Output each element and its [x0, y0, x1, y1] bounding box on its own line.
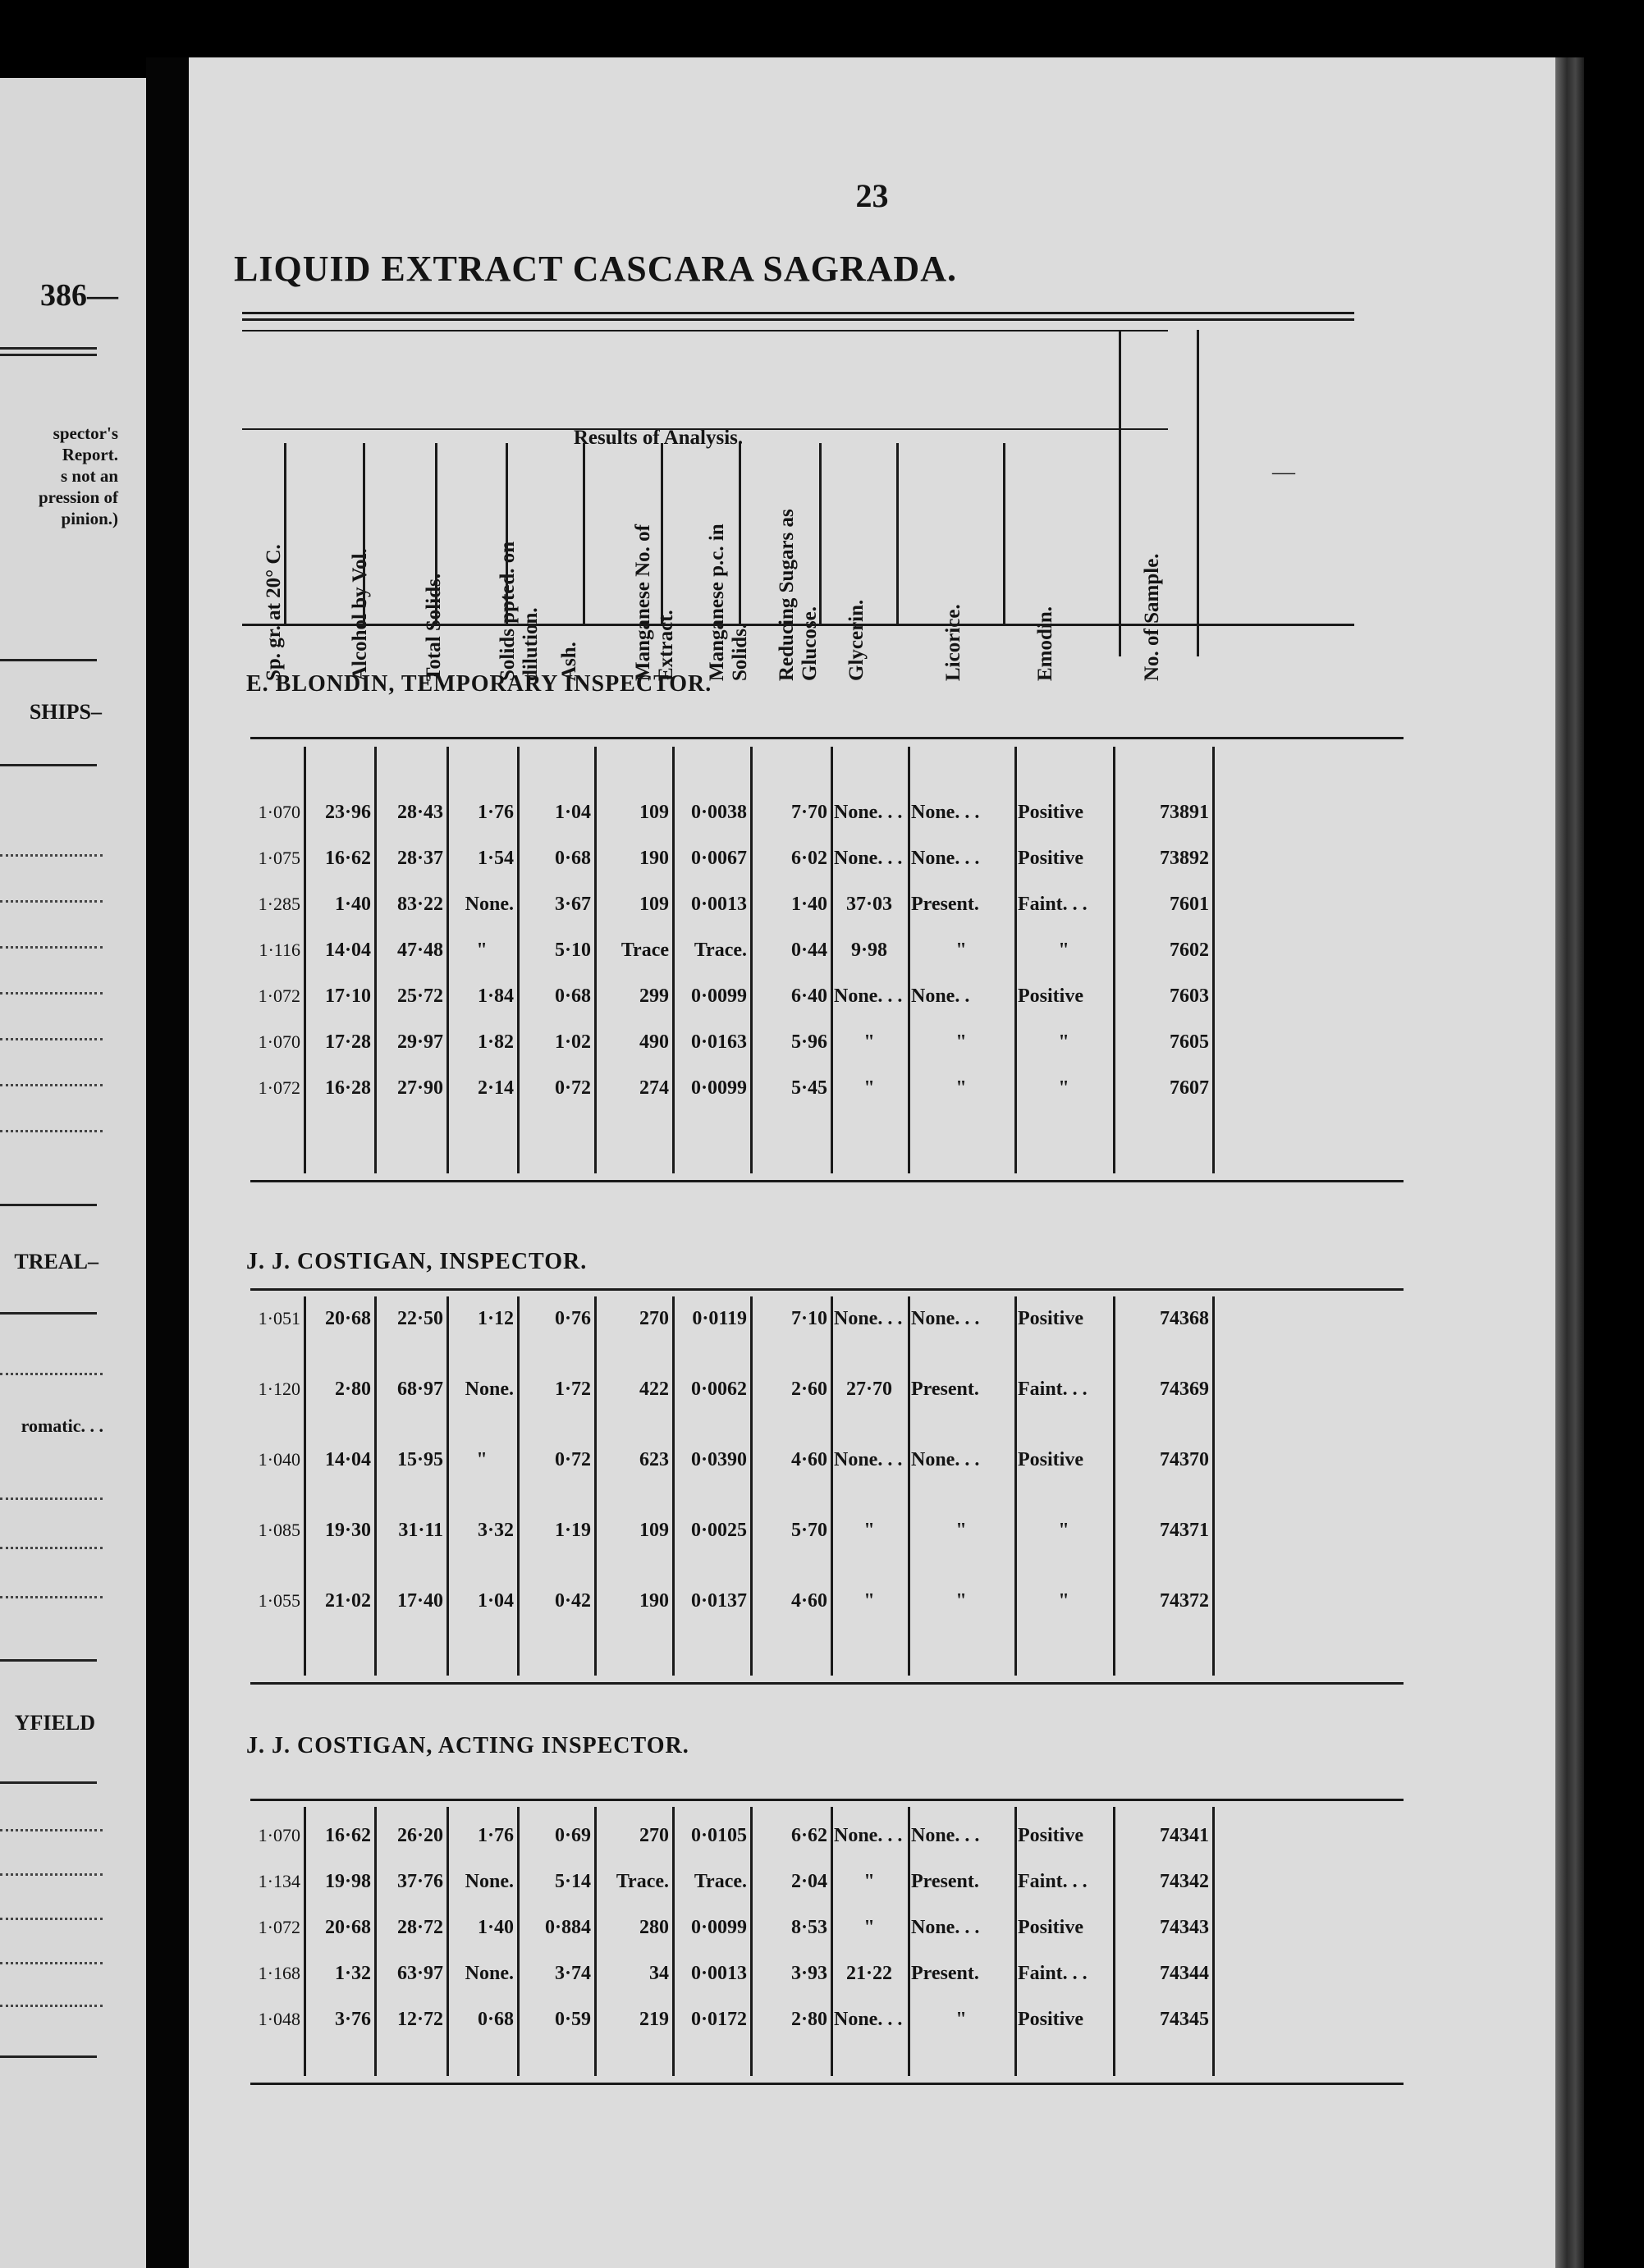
table-cell: 7·70 — [790, 802, 827, 823]
left-page-note-line: spector's — [53, 423, 118, 443]
table-cell: 26·20 — [396, 1825, 443, 1846]
table-cell: 29·97 — [396, 1031, 443, 1053]
table-cell: 0·59 — [554, 2009, 591, 2030]
table-cell: 17·10 — [324, 985, 371, 1007]
table-cell: 5·96 — [790, 1031, 827, 1053]
column-divider — [594, 1296, 597, 1676]
column-divider — [374, 1296, 377, 1676]
table-cell: None. . . — [911, 802, 980, 823]
table-cell: 219 — [639, 2009, 669, 2030]
table-cell: Trace. — [616, 1871, 669, 1892]
column-header-label: Solids ppted. on dilution. — [497, 541, 542, 681]
table-cell: 1·40 — [334, 894, 371, 915]
table-cell: 0·0390 — [690, 1449, 747, 1470]
table-cell: 15·95 — [396, 1449, 443, 1470]
table-cell: 1·070 — [258, 1031, 300, 1052]
column-divider — [831, 1296, 833, 1676]
table-cell: 1·040 — [258, 1449, 300, 1470]
table-row — [189, 984, 1404, 1008]
table-cell: 1·72 — [554, 1379, 591, 1400]
table-cell: 3·76 — [334, 2009, 371, 2030]
column-divider — [446, 1296, 449, 1676]
table-row — [189, 1447, 1404, 1472]
table-cell: Faint. . . — [1018, 1379, 1088, 1400]
table-cell: 0·68 — [554, 848, 591, 869]
table-cell: 7605 — [1170, 1031, 1209, 1053]
table-cell: 3·67 — [554, 894, 591, 915]
table-cell: 280 — [639, 1917, 669, 1938]
table-row — [189, 1076, 1404, 1100]
table-cell: 1·84 — [477, 985, 514, 1007]
table-cell: 74371 — [1160, 1520, 1209, 1541]
table-cell: 74368 — [1160, 1308, 1209, 1329]
table-cell: 6·62 — [790, 1825, 827, 1846]
table-cell: 1·54 — [477, 848, 514, 869]
table-cell: 12·72 — [396, 2009, 443, 2030]
table-cell: 1·76 — [477, 1825, 514, 1846]
left-page-fragment — [0, 78, 146, 2268]
table-cell: 0·76 — [554, 1308, 591, 1329]
table-row — [189, 846, 1404, 871]
left-page-number: 386— — [40, 278, 118, 313]
left-page-note-line: pression of — [38, 487, 118, 507]
section-title: J. J. COSTIGAN, INSPECTOR. — [246, 1249, 588, 1274]
table-cell: " — [955, 2009, 967, 2030]
column-header-label: Manganese No. of Extract. — [632, 524, 677, 681]
table-cell: None. . . — [834, 1825, 903, 1846]
table-cell: None. . . — [834, 2009, 903, 2030]
table-row — [189, 1961, 1404, 1986]
table-cell: 5·10 — [554, 940, 591, 961]
table-cell: 25·72 — [396, 985, 443, 1007]
table-cell: Positive — [1018, 1825, 1083, 1846]
table-cell: " — [955, 1590, 967, 1612]
table-cell: 1·075 — [258, 848, 300, 868]
table-cell: 0·0099 — [690, 1917, 747, 1938]
table-cell: 1·168 — [258, 1963, 300, 1983]
table-cell: 73891 — [1160, 802, 1209, 823]
table-cell: 0·0119 — [692, 1308, 747, 1329]
table-cell: None. — [465, 1871, 514, 1892]
table-cell: 1·04 — [554, 802, 591, 823]
table-row — [189, 1589, 1404, 1613]
left-page-note — [39, 423, 118, 529]
table-cell: 73892 — [1160, 848, 1209, 869]
table-cell: 22·50 — [396, 1308, 443, 1329]
table-cell: None. . . — [911, 1308, 980, 1329]
table-cell: 28·72 — [396, 1917, 443, 1938]
table-cell: " — [476, 940, 488, 961]
table-cell: 623 — [639, 1449, 669, 1470]
table-cell: " — [1058, 1520, 1069, 1541]
page-title: LIQUID EXTRACT CASCARA SAGRADA. — [234, 249, 957, 289]
column-divider — [517, 1296, 520, 1676]
table-cell: " — [863, 1031, 875, 1053]
column-divider — [304, 1296, 306, 1676]
table-cell: 0·0013 — [690, 1963, 747, 1984]
table-cell: 0·44 — [790, 940, 827, 961]
table-cell: " — [863, 1520, 875, 1541]
table-cell: 1·120 — [258, 1379, 300, 1399]
header-divider — [583, 443, 585, 624]
table-cell: " — [955, 1031, 967, 1053]
table-cell: " — [1058, 1077, 1069, 1099]
table-cell: Present. — [911, 1871, 979, 1892]
table-cell: None. . . — [911, 1917, 980, 1938]
table-cell: 270 — [639, 1825, 669, 1846]
table-cell: Present. — [911, 894, 979, 915]
header-divider — [284, 443, 286, 624]
table-cell: 3·32 — [477, 1520, 514, 1541]
table-cell: 6·02 — [790, 848, 827, 869]
table-cell: " — [1058, 940, 1069, 961]
table-cell: Trace — [621, 940, 669, 961]
table-cell: 7601 — [1170, 894, 1209, 915]
table-cell: 0·72 — [554, 1449, 591, 1470]
table-cell: 1·134 — [258, 1871, 300, 1891]
table-cell: " — [955, 1520, 967, 1541]
table-cell: 0·68 — [477, 2009, 514, 2030]
table-cell: 1·070 — [258, 802, 300, 822]
table-cell: 74370 — [1160, 1449, 1209, 1470]
table-cell: 17·40 — [396, 1590, 443, 1612]
table-cell: 74369 — [1160, 1379, 1209, 1400]
table-cell: 7607 — [1170, 1077, 1209, 1099]
table-cell: 2·04 — [790, 1871, 827, 1892]
table-cell: 14·04 — [324, 940, 371, 961]
table-cell: Faint. . . — [1018, 1871, 1088, 1892]
table-cell: 190 — [639, 848, 669, 869]
table-cell: 74342 — [1160, 1871, 1209, 1892]
table-cell: 0·72 — [554, 1077, 591, 1099]
left-page-note-line: s not an — [60, 466, 118, 486]
column-divider — [1113, 1296, 1115, 1676]
table-cell: 3·74 — [554, 1963, 591, 1984]
table-row — [189, 1869, 1404, 1894]
table-cell: 0·0038 — [690, 802, 747, 823]
column-header-label: Glycerin. — [845, 599, 868, 681]
section-top-rule — [250, 1288, 1404, 1291]
table-cell: 0·68 — [554, 985, 591, 1007]
table-cell: 27·70 — [845, 1379, 892, 1400]
dash-mark: — — [1272, 460, 1295, 485]
column-divider — [750, 1296, 753, 1676]
table-row — [189, 1377, 1404, 1401]
table-cell: 1·40 — [790, 894, 827, 915]
page-gutter — [146, 57, 189, 2268]
table-cell: 1·085 — [258, 1520, 300, 1540]
table-cell: 34 — [649, 1963, 669, 1984]
table-cell: Positive — [1018, 1308, 1083, 1329]
table-cell: 19·98 — [324, 1871, 371, 1892]
table-cell: " — [955, 1077, 967, 1099]
table-cell: " — [955, 940, 967, 961]
table-cell: 1·072 — [258, 1077, 300, 1098]
table-cell: 2·60 — [790, 1379, 827, 1400]
table-cell: 1·070 — [258, 1825, 300, 1845]
table-cell: None. . . — [911, 848, 980, 869]
table-cell: 0·884 — [544, 1917, 591, 1938]
table-cell: 0·0062 — [690, 1379, 747, 1400]
left-page-note-line: Report. — [62, 445, 118, 464]
table-cell: 0·0025 — [690, 1520, 747, 1541]
table-cell: Present. — [911, 1379, 979, 1400]
table-cell: " — [476, 1449, 488, 1470]
table-cell: 1·072 — [258, 985, 300, 1006]
table-cell: 490 — [639, 1031, 669, 1053]
left-page-fragment-treal: TREAL– — [14, 1250, 98, 1273]
column-header-label: Reducing Sugars as Glucose. — [776, 509, 821, 681]
table-cell: 16·62 — [324, 1825, 371, 1846]
table-cell: 31·11 — [398, 1520, 443, 1541]
table-cell: Faint. . . — [1018, 1963, 1088, 1984]
table-cell: 422 — [639, 1379, 669, 1400]
table-cell: 1·32 — [334, 1963, 371, 1984]
table-cell: " — [863, 1590, 875, 1612]
table-cell: 5·45 — [790, 1077, 827, 1099]
table-cell: 0·0137 — [690, 1590, 747, 1612]
table-cell: Positive — [1018, 2009, 1083, 2030]
header-divider — [739, 443, 741, 624]
table-cell: 74372 — [1160, 1590, 1209, 1612]
table-cell: 21·02 — [324, 1590, 371, 1612]
table-cell: 17·28 — [324, 1031, 371, 1053]
table-cell: Present. — [911, 1963, 979, 1984]
column-header-label: Total Solids. — [423, 573, 445, 681]
header-divider — [661, 443, 663, 624]
table-cell: 1·116 — [259, 940, 300, 960]
table-cell: 0·42 — [554, 1590, 591, 1612]
table-cell: 5·14 — [554, 1871, 591, 1892]
column-header-label: Ash. — [558, 642, 580, 681]
table-cell: 0·0099 — [690, 1077, 747, 1099]
section-top-rule — [250, 1799, 1404, 1801]
table-cell: Positive — [1018, 1449, 1083, 1470]
section-title: E. BLONDIN, TEMPORARY INSPECTOR. — [246, 671, 712, 697]
table-cell: 1·82 — [477, 1031, 514, 1053]
table-row — [189, 1915, 1404, 1940]
table-cell: 0·0105 — [690, 1825, 747, 1846]
table-cell: None. . . — [911, 1449, 980, 1470]
table-cell: 68·97 — [396, 1379, 443, 1400]
table-cell: 4·60 — [790, 1449, 827, 1470]
table-row — [189, 1823, 1404, 1848]
table-cell: Positive — [1018, 985, 1083, 1007]
page-number: 23 — [855, 177, 889, 214]
table-cell: 47·48 — [396, 940, 443, 961]
table-cell: 1·285 — [258, 894, 300, 914]
table-cell: 16·28 — [324, 1077, 371, 1099]
table-cell: None. — [465, 1379, 514, 1400]
table-row — [189, 938, 1404, 963]
column-header-label: Manganese p.c. in Solids. — [706, 524, 751, 681]
table-cell: 274 — [639, 1077, 669, 1099]
table-row — [189, 1306, 1404, 1331]
column-header-label: Emodin. — [1034, 606, 1056, 681]
left-page-fragment-yfield: YFIELD — [14, 1711, 95, 1735]
table-cell: 1·76 — [477, 802, 514, 823]
table-cell: 4·60 — [790, 1590, 827, 1612]
table-cell: 83·22 — [396, 894, 443, 915]
table-cell: None. . . — [834, 1308, 903, 1329]
header-divider — [363, 443, 365, 624]
table-cell: 1·02 — [554, 1031, 591, 1053]
column-header-label: Licorice. — [942, 604, 964, 681]
table-cell: 20·68 — [324, 1308, 371, 1329]
document-page — [189, 57, 1555, 2268]
results-of-analysis-header: Results of Analysis. — [573, 427, 744, 449]
table-cell: Positive — [1018, 1917, 1083, 1938]
table-cell: 0·69 — [554, 1825, 591, 1846]
table-cell: 20·68 — [324, 1917, 371, 1938]
table-cell: 0·0172 — [690, 2009, 747, 2030]
table-cell: 23·96 — [324, 802, 371, 823]
header-divider — [435, 443, 437, 624]
table-cell: " — [1058, 1590, 1069, 1612]
table-cell: 2·14 — [477, 1077, 514, 1099]
table-cell: " — [863, 1917, 875, 1938]
table-cell: Trace. — [694, 1871, 747, 1892]
table-cell: None. — [465, 894, 514, 915]
table-cell: 37·76 — [396, 1871, 443, 1892]
table-cell: 14·04 — [324, 1449, 371, 1470]
table-cell: " — [1058, 1031, 1069, 1053]
left-page-fragment-aromatic: romatic. . . — [21, 1415, 103, 1436]
header-divider — [896, 443, 899, 624]
table-cell: 0·0163 — [690, 1031, 747, 1053]
table-row — [189, 892, 1404, 917]
table-cell: 74344 — [1160, 1963, 1209, 1984]
table-cell: 0·0099 — [690, 985, 747, 1007]
table-cell: 74341 — [1160, 1825, 1209, 1846]
table-cell: 6·40 — [790, 985, 827, 1007]
table-cell: 0·0013 — [690, 894, 747, 915]
left-page-fragment-ships: SHIPS– — [29, 700, 102, 724]
table-cell: 28·37 — [396, 848, 443, 869]
table-cell: 270 — [639, 1308, 669, 1329]
header-divider — [506, 443, 508, 624]
table-cell: 16·62 — [324, 848, 371, 869]
table-cell: 1·40 — [477, 1917, 514, 1938]
table-cell: 19·30 — [324, 1520, 371, 1541]
section-bottom-rule — [250, 1180, 1404, 1182]
table-cell: 109 — [639, 802, 669, 823]
header-divider — [819, 443, 822, 624]
table-cell: Trace. — [694, 940, 747, 961]
table-cell: " — [863, 1871, 875, 1892]
left-page-note-line: pinion.) — [61, 509, 118, 528]
table-row — [189, 1518, 1404, 1543]
table-cell: None. . . — [834, 1449, 903, 1470]
table-cell: None. . . — [834, 802, 903, 823]
table-cell: 37·03 — [845, 894, 892, 915]
table-cell: 1·051 — [258, 1308, 300, 1328]
column-header-label: Alcohol by Vol. — [349, 548, 371, 681]
table-cell: 5·70 — [790, 1520, 827, 1541]
table-cell: 8·53 — [790, 1917, 827, 1938]
section-bottom-rule — [250, 2083, 1404, 2085]
table-cell: 299 — [639, 985, 669, 1007]
table-cell: 1·04 — [477, 1590, 514, 1612]
table-row — [189, 2007, 1404, 2032]
table-cell: 109 — [639, 894, 669, 915]
column-header-label: No. of Sample. — [1141, 553, 1163, 681]
table-cell: 9·98 — [850, 940, 887, 961]
table-cell: 1·12 — [477, 1308, 514, 1329]
column-header-label: Sp. gr. at 20° C. — [263, 544, 285, 681]
table-cell: 1·19 — [554, 1520, 591, 1541]
table-cell: Positive — [1018, 802, 1083, 823]
table-cell: 1·048 — [258, 2009, 300, 2029]
table-cell: 1·072 — [258, 1917, 300, 1937]
column-divider — [908, 1296, 910, 1676]
table-cell: None. — [465, 1963, 514, 1984]
section-title: J. J. COSTIGAN, ACTING INSPECTOR. — [246, 1733, 689, 1758]
table-cell: 1·055 — [258, 1590, 300, 1611]
table-cell: 21·22 — [845, 1963, 892, 1984]
column-divider — [1212, 1296, 1215, 1676]
table-cell: 7·10 — [790, 1308, 827, 1329]
table-cell: Faint. . . — [1018, 894, 1088, 915]
table-cell: 109 — [639, 1520, 669, 1541]
section-bottom-rule — [250, 1682, 1404, 1685]
table-cell: None. . . — [911, 1825, 980, 1846]
column-divider — [1014, 1296, 1017, 1676]
table-cell: 27·90 — [396, 1077, 443, 1099]
table-cell: 74343 — [1160, 1917, 1209, 1938]
column-divider — [672, 1296, 675, 1676]
table-row — [189, 800, 1404, 825]
table-cell: 7603 — [1170, 985, 1209, 1007]
table-cell: 2·80 — [790, 2009, 827, 2030]
table-cell: 28·43 — [396, 802, 443, 823]
table-row — [189, 1030, 1404, 1054]
table-cell: 2·80 — [334, 1379, 371, 1400]
table-cell: 63·97 — [396, 1963, 443, 1984]
table-cell: 3·93 — [790, 1963, 827, 1984]
table-cell: 74345 — [1160, 2009, 1209, 2030]
header-divider — [1003, 443, 1005, 624]
table-cell: 0·0067 — [690, 848, 747, 869]
table-cell: Positive — [1018, 848, 1083, 869]
table-cell: 7602 — [1170, 940, 1209, 961]
table-cell: 190 — [639, 1590, 669, 1612]
page-edge — [1555, 57, 1584, 2268]
table-cell: None. . . — [834, 848, 903, 869]
section-top-rule — [250, 737, 1404, 739]
table-cell: None. . — [911, 985, 970, 1007]
table-cell: " — [863, 1077, 875, 1099]
table-cell: None. . . — [834, 985, 903, 1007]
